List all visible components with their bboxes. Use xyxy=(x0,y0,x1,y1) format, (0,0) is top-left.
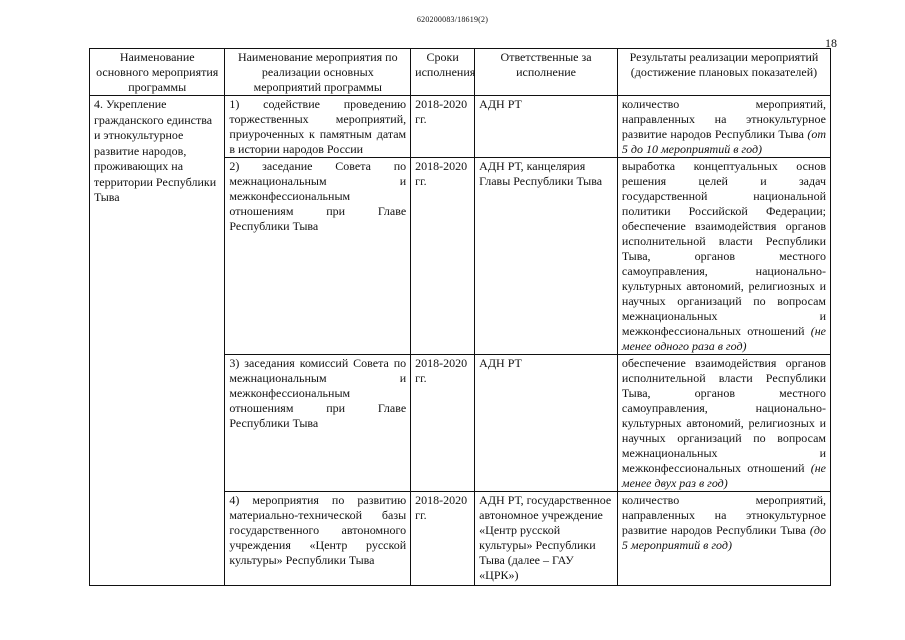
result-note: (не менее двух раз в год) xyxy=(621,461,826,490)
column-header-activity: Наименование мероприятия по реализации основных мероприятий программы xyxy=(225,49,411,96)
result-text: выработка концептуальных основ решения целей и задач государственной национальной политики Российской Федерации; обеспечение взаимодействия органов исполнительной власти Республики Тыва, органов местного самоуправления, национально-культурных автономий, религиозных и научных организаций по вопросам межнациональных и межконфессиональных отношений xyxy=(621,159,826,338)
activity-cell: 2) заседание Совета по межнациональным и межконфессиональным отношениям при Главе Республики Тыва xyxy=(225,158,411,355)
responsible-cell: АДН РТ, канцелярия Главы Республики Тыва xyxy=(475,158,618,355)
result-note: (от 5 до 10 мероприятий в год) xyxy=(621,127,827,156)
column-header-main-activity: Наименование основного мероприятия программы xyxy=(90,49,225,96)
responsible-cell: АДН РТ xyxy=(475,96,618,158)
result-cell xyxy=(617,158,830,355)
result-note: (не менее одного раза в год) xyxy=(621,324,826,353)
column-header-responsible: Ответственные за исполнение xyxy=(475,49,618,96)
activity-cell: 1) содействие проведению торжественных мероприятий, приуроченных к памятным датам в истории народов России xyxy=(225,96,411,158)
table-row xyxy=(90,96,831,158)
activity-cell: 3) заседания комиссий Совета по межнациональным и межконфессиональным отношениям при Главе Республики Тыва xyxy=(225,355,411,492)
period-cell: 2018-2020 гг. xyxy=(411,492,475,586)
responsible-cell: АДН РТ, государственное автономное учреждение «Центр русской культуры» Республики Тыва (далее – ГАУ «ЦРК») xyxy=(475,492,618,586)
column-header-results: Результаты реализации мероприятий (достижение плановых показателей) xyxy=(617,49,830,96)
activity-cell: 4) мероприятия по развитию материально-технической базы государственного автономного учреждения «Центр русской культуры» Республики Тыва xyxy=(225,492,411,586)
result-note: (до 5 мероприятий в год) xyxy=(621,523,826,552)
result-text: обеспечение взаимодействия органов исполнительной власти Республики Тыва, органов местного самоуправления, национально-культурных автономий, религиозных и научных организаций по вопросам межнациональных и межконфессиональных отношений xyxy=(621,356,826,475)
result-cell xyxy=(617,96,830,158)
result-text: количество мероприятий, направленных на этнокультурное развитие народов Республики Тыва xyxy=(621,97,826,141)
period-cell: 2018-2020 гг. xyxy=(411,96,475,158)
period-cell: 2018-2020 гг. xyxy=(411,158,475,355)
main-activity-cell: 4. Укрепление гражданского единства и этнокультурное развитие народов, проживающих на территории Республики Тыва xyxy=(90,96,225,586)
responsible-cell: АДН РТ xyxy=(475,355,618,492)
period-cell: 2018-2020 гг. xyxy=(411,355,475,492)
result-cell xyxy=(617,492,830,586)
document-id: 620200083/18619(2) xyxy=(416,15,489,24)
table-header-row xyxy=(90,49,831,96)
result-cell xyxy=(617,355,830,492)
program-activities-table xyxy=(89,48,831,586)
column-header-period: Сроки исполнения xyxy=(411,49,475,96)
result-text: количество мероприятий, направленных на этнокультурное развитие народов Республики Тыва xyxy=(621,493,826,537)
page-number: 18 xyxy=(825,36,837,50)
